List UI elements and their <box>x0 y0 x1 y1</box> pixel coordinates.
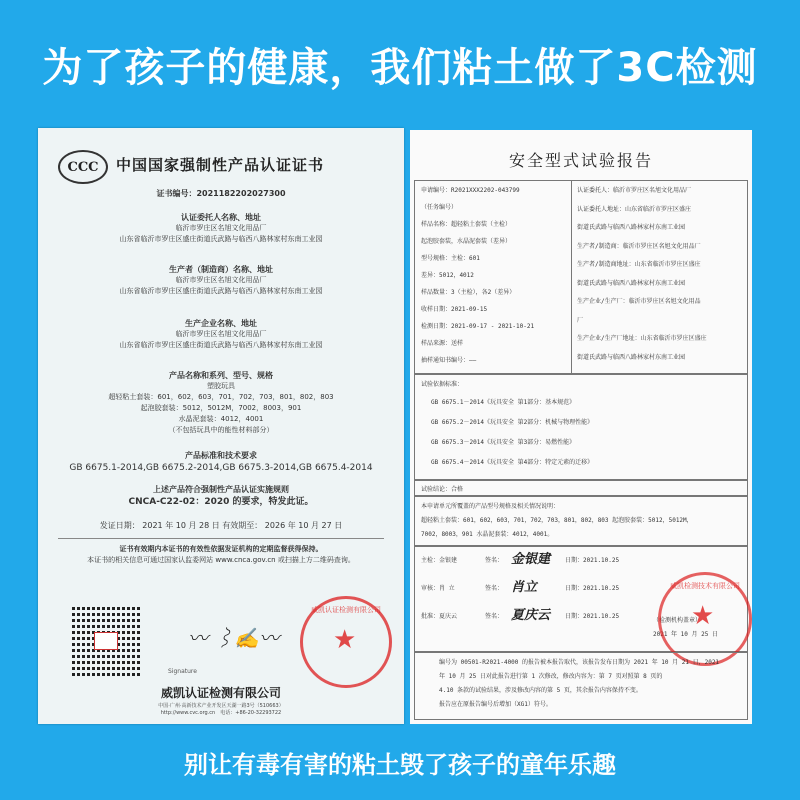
basis-standard: GB 6675.1－2014《玩具安全 第1部分：基本规范》 <box>431 399 576 406</box>
signer-sign-label: 签名： <box>485 557 504 564</box>
report-field: 街道氏武路与临西八路林家村东南工业园 <box>577 224 686 231</box>
conclusion: 试验结论：合格 <box>421 486 464 493</box>
signer-date: 日期：2021.10.25 <box>565 585 620 592</box>
report-field: 型号规格：主检：601 <box>421 255 480 262</box>
report-field: 街道氏武路与临西八路林家村东南工业园 <box>577 353 686 361</box>
signer-sign-label: 签名： <box>485 585 504 592</box>
rule-section: 上述产品符合强制性产品认证实施规则 CNCA-C22-02：2020 的要求，特发此证。 <box>128 485 314 507</box>
report-title: 安全型式试验报告 <box>508 151 653 170</box>
report-field: 抽样通知书编号：—— <box>421 357 477 364</box>
validity-notes: 证书有效期内本证书的有效性依据发证机构的定期监督获得保持。 本证书的相关信息可通过国家认监委网站 www.cnca.gov.cn 或扫描上方二维码查询。 <box>87 545 355 564</box>
report-basis-box <box>414 374 748 480</box>
report-field: 生产企业/生产厂：临沂市罗庄区名旭文化用品 <box>577 298 701 305</box>
report-field: 差异：5012，4012 <box>421 272 474 279</box>
remark-line: 超轻粘土套装：601，602，603，701，702，703，801，802，803 起泡胶套装：5012，5012M， <box>421 517 693 524</box>
ccc-certificate <box>38 128 404 724</box>
signer-sign-label: 签名： <box>485 613 504 620</box>
report-info-box <box>414 180 748 374</box>
signer-date: 日期：2021.10.25 <box>565 613 620 620</box>
signer-date: 日期：2021.10.25 <box>565 557 620 564</box>
report-field: 生产者/制造商：临沂市罗庄区名旭文化用品厂 <box>577 242 701 250</box>
certificate-title: 中国国家强制性产品认证证书 <box>116 156 325 174</box>
maker-section: 生产者（制造商）名称、地址 临沂市罗庄区名旭文化用品厂 山东省临沂市罗庄区盛庄街道氏武路与临西八路林家村东南工业园 <box>119 265 323 295</box>
ccc-logo-icon: CCC <box>58 150 108 184</box>
signer-signature: 肖立 <box>511 580 538 595</box>
basis-standard: GB 6675.2－2014《玩具安全 第2部分：机械与物理性能》 <box>431 419 594 426</box>
basis-standard: GB 6675.3－2014《玩具安全 第3部分：易燃性能》 <box>431 439 576 446</box>
report-field: 样品名称：超轻粘土套装（主检） <box>421 221 512 228</box>
top-banner-title: 为了孩子的健康，我们粘土做了3C检测 <box>42 44 758 91</box>
issuing-org: 威凯认证检测有限公司 <box>160 686 281 700</box>
report-field: 起泡胶套装，水晶泥套装（差异） <box>421 238 512 245</box>
bottom-banner <box>0 724 800 800</box>
signer-signature: 夏庆云 <box>511 608 551 623</box>
certificate-number: 证书编号：2021182202027300 <box>156 189 286 198</box>
report-field: 生产企业/生产厂地址：山东省临沂市罗庄区盛庄 <box>577 335 707 342</box>
factory-section: 生产企业名称、地址 临沂市罗庄区名旭文化用品厂 山东省临沂市罗庄区盛庄街道氏武路与临西八路林家村东南工业园 <box>119 319 323 349</box>
qr-code-icon <box>70 606 140 676</box>
standard-section: 产品标准和技术要求 GB 6675.1-2014,GB 6675.2-2014,GB 6675.3-2014,GB 6675.4-2014 <box>69 451 373 473</box>
stamp-label: （检测机构盖章） <box>653 617 702 624</box>
signer-role: 审核：肖 立 <box>421 585 455 592</box>
signer-signature: 金银建 <box>511 552 551 567</box>
red-seal-icon: 威凯认证检测有限公司 ★ <box>300 596 392 688</box>
report-field: 样品数量：3（主检），各2（差异） <box>421 289 516 296</box>
signature-label: Signature <box>168 668 197 675</box>
report-field: （任务编号） <box>421 204 458 211</box>
report-field: 生产者/制造商地址：山东省临沂市罗庄区盛庄 <box>577 261 701 268</box>
signature: 〰 ⌇✍〰 <box>188 626 280 650</box>
stamp-date: 2021 年 10 月 25 日 <box>653 631 718 638</box>
basis-standard: GB 6675.4－2014《玩具安全 第4部分：特定元素的迁移》 <box>431 459 594 466</box>
issuing-org-address: 中国·广州·高新技术产业开发区天湖一路3号（510663） http://www.cvc.org.cn 电话：+86-20-32293722 <box>158 703 284 716</box>
note-line: 4.10 条款的试验结果，涉及修改内容的第 5 页，其余报告内容保持不变。 <box>439 687 642 694</box>
basis-heading: 试验依据标准： <box>421 381 464 388</box>
top-banner <box>0 0 800 128</box>
report-field: 检测日期：2021-09-17 - 2021-10-21 <box>421 323 535 330</box>
remark-box <box>414 496 748 546</box>
report-field: 街道氏武路与临西八路林家村东南工业园 <box>577 279 686 287</box>
bottom-banner-caption: 别让有毒有害的粘土毁了孩子的童年乐趣 <box>184 750 616 779</box>
product-section: 产品名称和系列、型号、规格 塑胶玩具 超轻粘土套装：601，602，603，701，702，703，801，802，803 起泡胶套装：5012，5012M，7002，8003，901 水晶泥套装：4012，4001 （不包括玩具中的能性材料部分） <box>108 371 334 434</box>
report-field: 认证委托人地址：山东省临沂市罗庄区盛庄 <box>577 205 692 213</box>
signer-role: 主检：金银建 <box>421 557 458 564</box>
note-line: 报告应在原报告编号后增加（XG1）符号。 <box>439 701 552 708</box>
report-field: 厂 <box>577 316 584 324</box>
applicant-section: 认证委托人名称、地址 临沂市罗庄区名旭文化用品厂 山东省临沂市罗庄区盛庄街道氏武路与临西八路林家村东南工业园 <box>119 213 323 243</box>
remark-line: 本申请单元所覆盖的产品型号规格及相关情况说明： <box>421 503 560 510</box>
note-line: 编号为 00501-R2021-4000 的报告被本报告取代，该报告发布日期为 2021 年 10 月 21 日，2021 <box>439 659 720 666</box>
report-field: 申请编号：R2021XXX2202-043799 <box>421 187 520 194</box>
note-line: 年 10 月 25 日对此报告进行第 1 次修改，修改内容为：第 7 页对照第 8 页的 <box>439 673 663 680</box>
signer-role: 批准：夏庆云 <box>421 613 458 620</box>
report-field: 收样日期：2021-09-15 <box>421 306 488 313</box>
remark-line: 7002，8003，901 水晶泥套装：4012，4001。 <box>421 531 554 538</box>
revision-note-box <box>414 652 748 720</box>
divider <box>58 538 384 539</box>
red-seal-icon: 威凯检测技术有限公司 ★ <box>658 572 752 666</box>
report-field: 样品来源：送样 <box>421 340 464 347</box>
issue-dates: 发证日期： 2021 年 10 月 28 日 有效期至： 2026 年 10 月 27 日 <box>99 521 343 530</box>
report-field: 认证委托人：临沂市罗庄区名旭文化用品厂 <box>577 187 692 194</box>
test-report <box>410 130 752 724</box>
conclusion-box <box>414 480 748 496</box>
